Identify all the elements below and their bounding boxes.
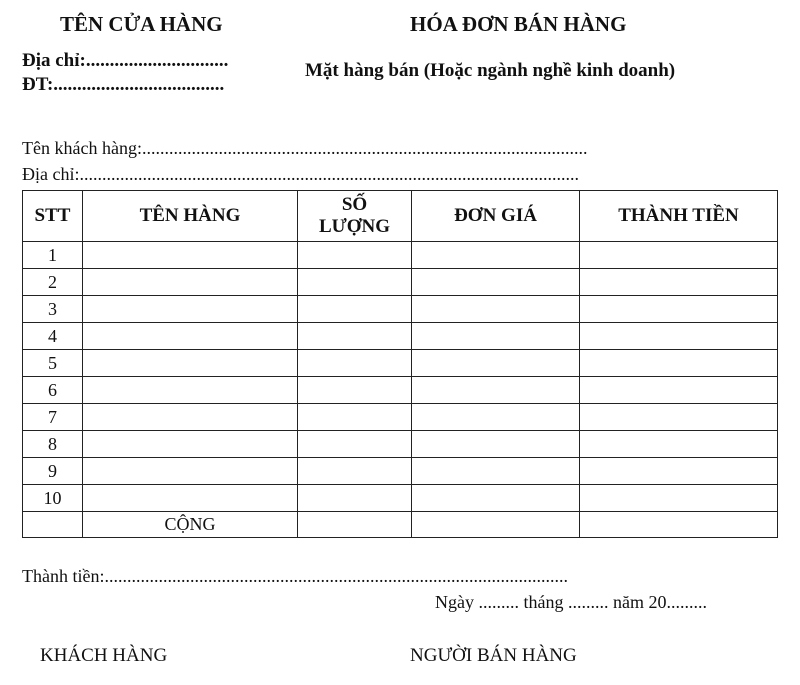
row-number: 7 (23, 404, 83, 431)
item-name-cell[interactable] (83, 458, 298, 485)
unit-price-cell[interactable] (412, 377, 580, 404)
quantity-cell[interactable] (298, 485, 412, 512)
table-row (23, 350, 778, 377)
table-row (23, 269, 778, 296)
amount-cell[interactable] (580, 404, 778, 431)
table-row (23, 458, 778, 485)
table-row (23, 296, 778, 323)
row-number: 10 (23, 485, 83, 512)
amount-cell[interactable] (580, 350, 778, 377)
amount-cell[interactable] (580, 323, 778, 350)
header-quantity-line1: SỐ (341, 194, 368, 215)
table-row (23, 323, 778, 350)
quantity-cell[interactable] (298, 377, 412, 404)
amount-cell[interactable] (580, 296, 778, 323)
table-header-row (23, 191, 778, 242)
row-number: 9 (23, 458, 83, 485)
header-item-name: TÊN HÀNG (83, 191, 298, 242)
unit-price-cell[interactable] (412, 485, 580, 512)
quantity-cell[interactable] (298, 404, 412, 431)
table-row (23, 404, 778, 431)
amount-cell[interactable] (580, 242, 778, 269)
table-row (23, 431, 778, 458)
unit-price-cell[interactable] (412, 296, 580, 323)
amount-cell[interactable] (580, 431, 778, 458)
item-name-cell[interactable] (83, 377, 298, 404)
header-quantity-line2: LƯỢNG (318, 216, 391, 237)
invoice-table (22, 190, 778, 538)
row-number: 8 (23, 431, 83, 458)
total-quantity-cell[interactable] (298, 512, 412, 538)
customer-name-line: Tên khách hàng:................................................................................................... (22, 138, 588, 158)
row-number: 6 (23, 377, 83, 404)
item-name-cell[interactable] (83, 323, 298, 350)
goods-description: Mặt hàng bán (Hoặc ngành nghề kinh doanh) (305, 60, 676, 81)
total-label: CỘNG (83, 512, 298, 538)
store-phone-line: ĐT:.................................... (22, 74, 225, 95)
unit-price-cell[interactable] (412, 458, 580, 485)
item-name-cell[interactable] (83, 269, 298, 296)
total-row-blank (23, 512, 83, 538)
table-row (23, 377, 778, 404)
unit-price-cell[interactable] (412, 323, 580, 350)
store-name: TÊN CỬA HÀNG (60, 12, 223, 36)
quantity-cell[interactable] (298, 323, 412, 350)
total-in-words-line: Thành tiền:....................................................................................................... (22, 566, 568, 586)
total-price-cell[interactable] (412, 512, 580, 538)
seller-signature-label: NGƯỜI BÁN HÀNG (410, 645, 577, 666)
header-amount: THÀNH TIỀN (580, 191, 778, 242)
amount-cell[interactable] (580, 377, 778, 404)
table-row (23, 485, 778, 512)
row-number: 4 (23, 323, 83, 350)
amount-cell[interactable] (580, 485, 778, 512)
customer-signature-label: KHÁCH HÀNG (40, 645, 168, 666)
header-quantity (298, 191, 412, 242)
unit-price-cell[interactable] (412, 350, 580, 377)
quantity-cell[interactable] (298, 350, 412, 377)
quantity-cell[interactable] (298, 458, 412, 485)
item-name-cell[interactable] (83, 350, 298, 377)
invoice-title: HÓA ĐƠN BÁN HÀNG (410, 12, 627, 36)
amount-cell[interactable] (580, 269, 778, 296)
customer-address-line: Địa chỉ:............................................................................................................... (22, 164, 579, 184)
store-address-line: Địa chỉ:.............................. (22, 50, 229, 71)
item-name-cell[interactable] (83, 404, 298, 431)
quantity-cell[interactable] (298, 269, 412, 296)
unit-price-cell[interactable] (412, 404, 580, 431)
item-name-cell[interactable] (83, 242, 298, 269)
header-unit-price: ĐƠN GIÁ (412, 191, 580, 242)
row-number: 1 (23, 242, 83, 269)
total-row (23, 512, 778, 538)
amount-cell[interactable] (580, 458, 778, 485)
total-amount-cell[interactable] (580, 512, 778, 538)
unit-price-cell[interactable] (412, 431, 580, 458)
quantity-cell[interactable] (298, 242, 412, 269)
date-line: Ngày ......... tháng ......... năm 20......... (435, 592, 707, 612)
row-number: 3 (23, 296, 83, 323)
item-name-cell[interactable] (83, 485, 298, 512)
quantity-cell[interactable] (298, 296, 412, 323)
row-number: 5 (23, 350, 83, 377)
item-name-cell[interactable] (83, 296, 298, 323)
quantity-cell[interactable] (298, 431, 412, 458)
unit-price-cell[interactable] (412, 242, 580, 269)
item-name-cell[interactable] (83, 431, 298, 458)
header-stt: STT (23, 191, 83, 242)
table-row (23, 242, 778, 269)
row-number: 2 (23, 269, 83, 296)
unit-price-cell[interactable] (412, 269, 580, 296)
